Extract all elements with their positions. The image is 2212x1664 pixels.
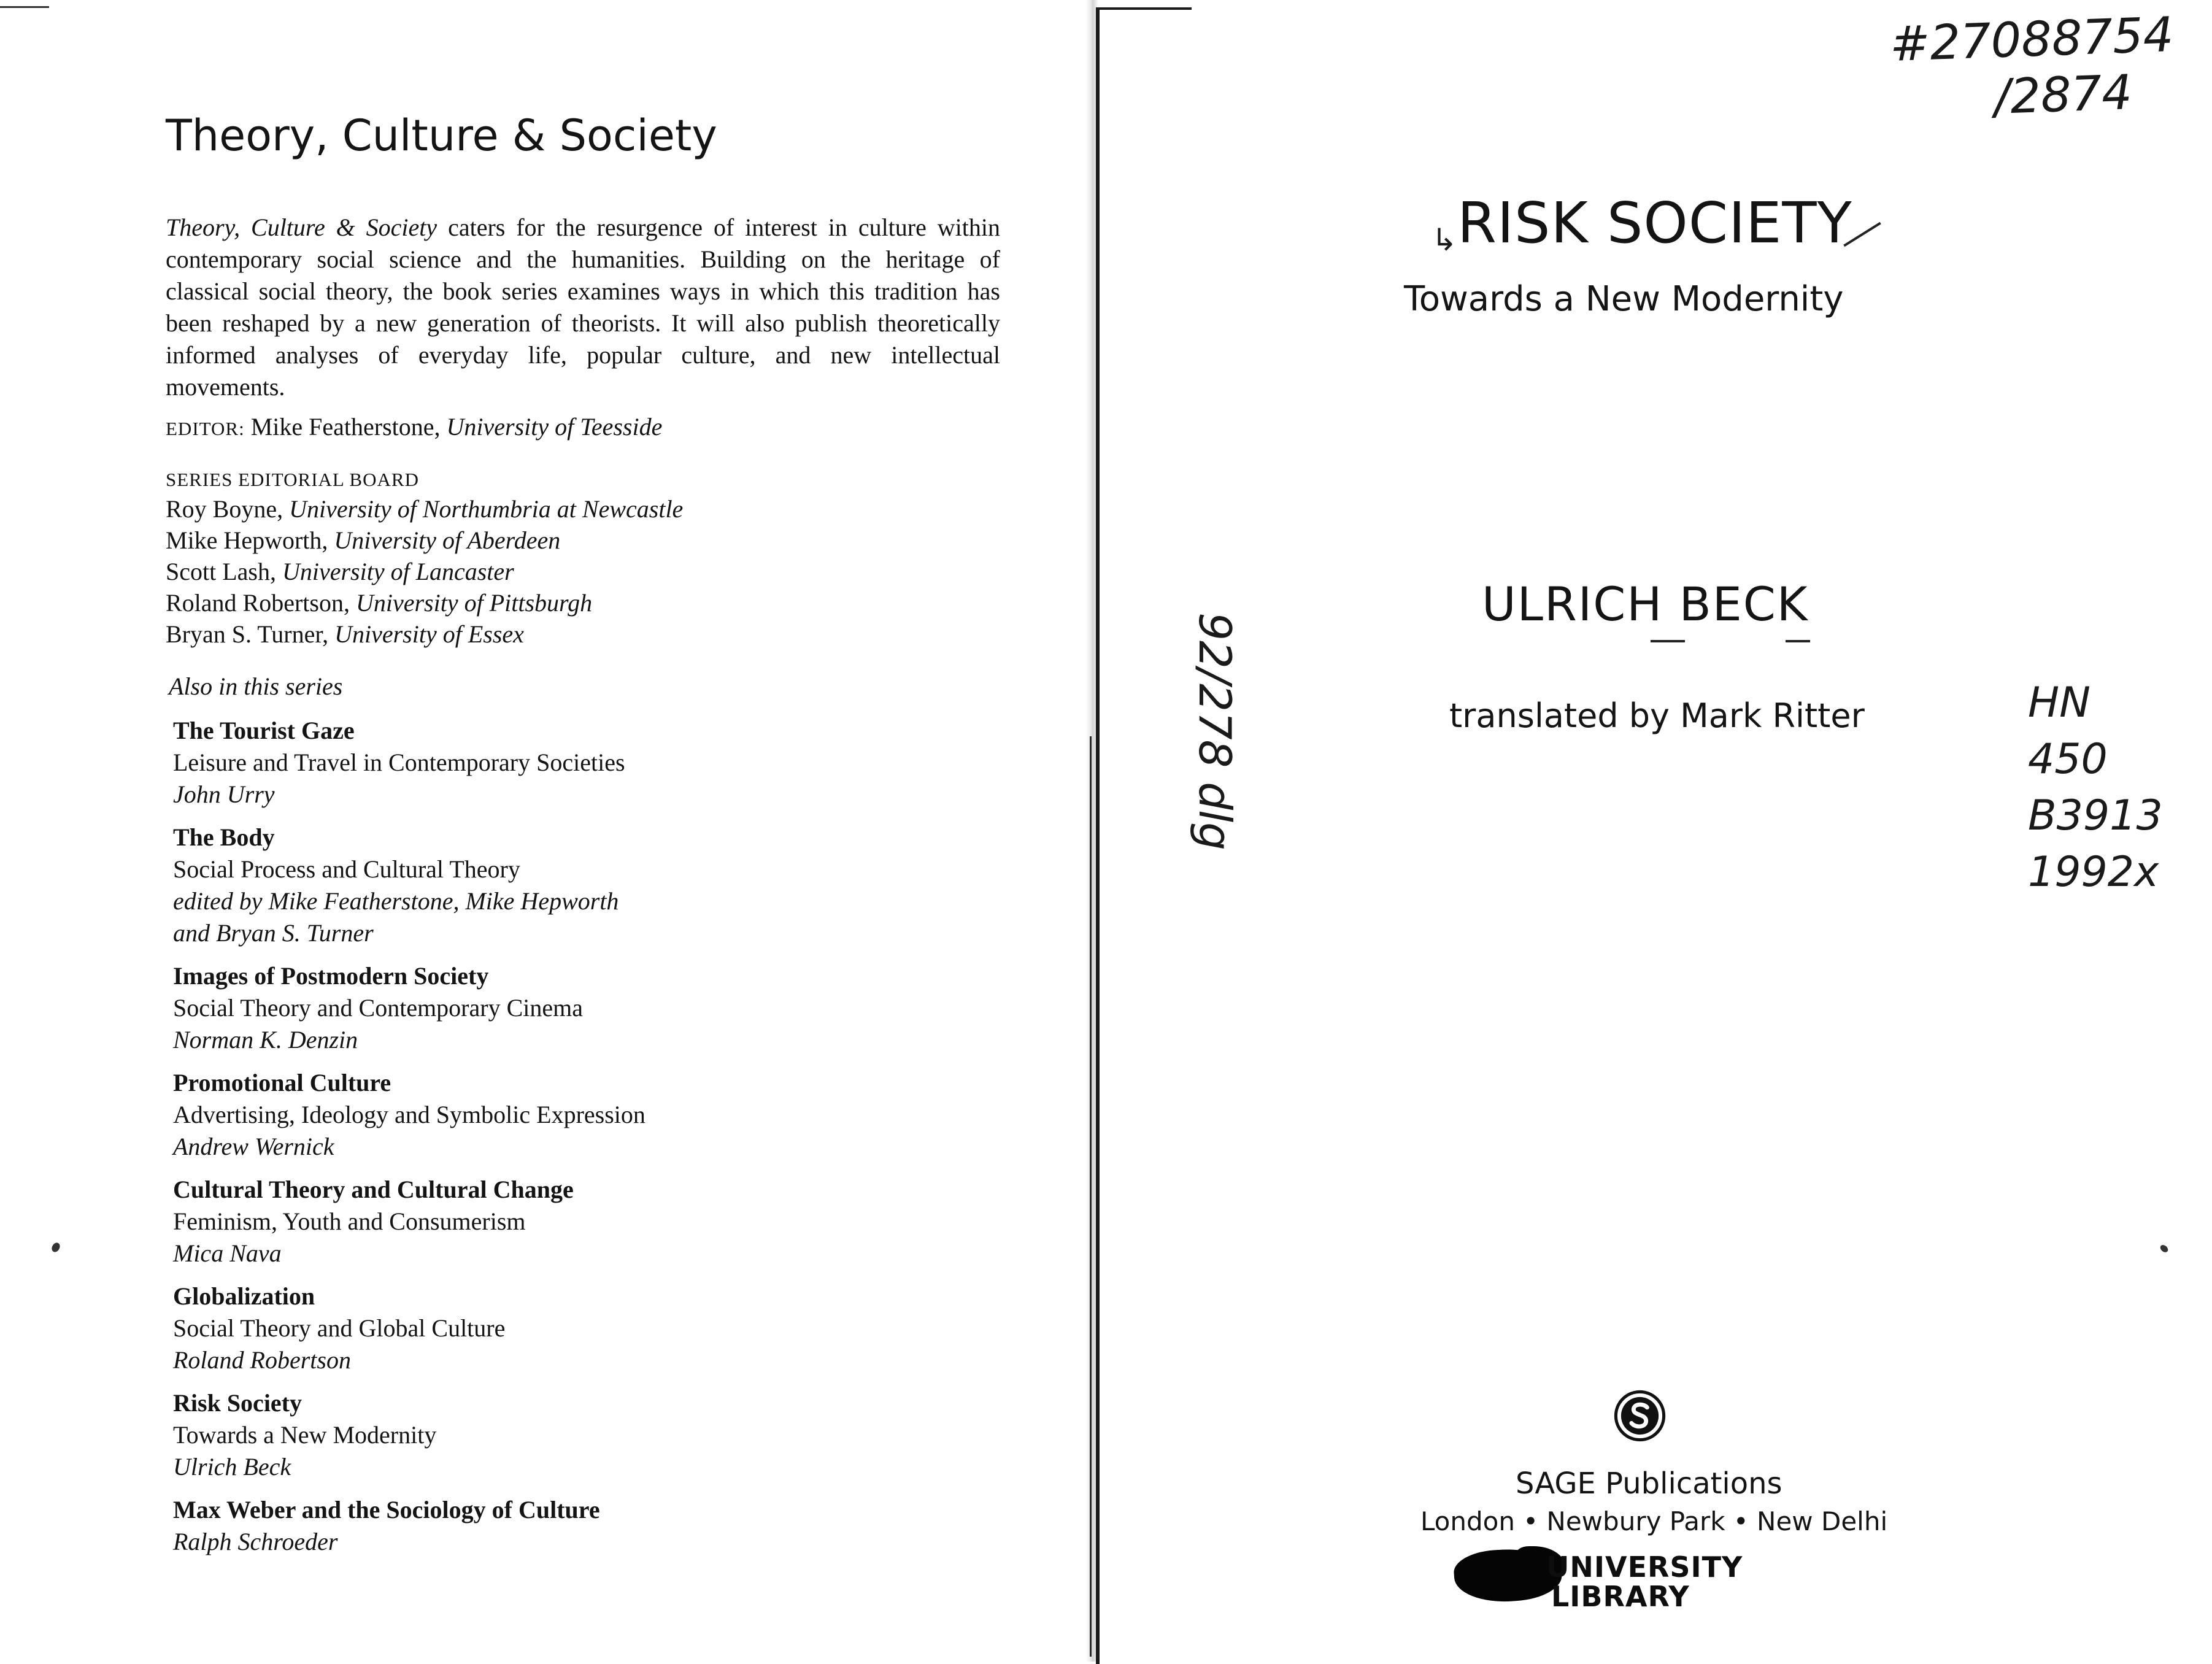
sage-logo-icon xyxy=(1614,1390,1666,1442)
book-entry xyxy=(173,1281,645,1376)
author-name: ULRICH BECK xyxy=(1482,577,1809,631)
book-author: edited by Mike Featherstone, Mike Hepworth xyxy=(173,887,619,915)
book-title: Cultural Theory and Cultural Change xyxy=(173,1176,574,1203)
book-title: Images of Postmodern Society xyxy=(173,962,489,990)
call-number-line: B3913 xyxy=(2028,792,2163,840)
book-subtitle: Feminism, Youth and Consumerism xyxy=(173,1208,526,1235)
book-entry xyxy=(173,960,645,1056)
speck-mark xyxy=(50,1241,61,1254)
member-name: Mike Hepworth, xyxy=(166,526,334,554)
book-author-continued: and Bryan S. Turner xyxy=(173,919,374,947)
handwritten-bracket-mark: ↳ xyxy=(1432,222,1457,258)
spine-line-inner xyxy=(1090,736,1092,1657)
publisher-cities: London • Newbury Park • New Delhi xyxy=(1420,1506,1888,1536)
handwritten-accession-number: #27088754 xyxy=(1889,7,2175,73)
book-author: Norman K. Denzin xyxy=(173,1026,358,1053)
handwritten-vertical-note: 92/278 dlg xyxy=(1189,612,1241,850)
series-book-list xyxy=(173,715,645,1569)
member-affiliation: University of Pittsburgh xyxy=(355,589,593,617)
book-title: Risk Society xyxy=(173,1389,302,1417)
book-author: Andrew Wernick xyxy=(173,1133,334,1160)
member-affiliation: University of Northumbria at Newcastle xyxy=(289,495,684,523)
spine-line xyxy=(1096,7,1100,1664)
publisher-name: SAGE Publications xyxy=(1516,1466,1782,1501)
stamp-line: UNIVERSITY xyxy=(1546,1550,1743,1584)
speck-mark xyxy=(2159,1244,2169,1254)
board-member xyxy=(166,587,683,618)
editor-line xyxy=(166,412,662,441)
left-page xyxy=(0,0,1086,1662)
translator-credit: translated by Mark Ritter xyxy=(1449,696,1865,735)
series-name: Theory, Culture & Society xyxy=(166,214,437,241)
book-author: Ralph Schroeder xyxy=(173,1528,338,1555)
call-number-line: 1992x xyxy=(2028,848,2159,896)
book-entry xyxy=(173,822,645,949)
book-subtitle: Advertising, Ideology and Symbolic Expression xyxy=(173,1101,645,1128)
book-entry xyxy=(173,1067,645,1163)
call-number-line: 450 xyxy=(2028,735,2108,784)
series-description xyxy=(166,212,1000,403)
member-affiliation: University of Essex xyxy=(334,620,524,648)
board-member xyxy=(166,525,683,556)
book-title: Max Weber and the Sociology of Culture xyxy=(173,1496,600,1523)
book-author: Ulrich Beck xyxy=(173,1453,291,1481)
book-author: John Urry xyxy=(173,780,275,808)
top-rule xyxy=(1100,7,1192,10)
book-title: RISK SOCIETY xyxy=(1457,190,1852,256)
book-title: Promotional Culture xyxy=(173,1069,391,1096)
book-author: Roland Robertson xyxy=(173,1346,351,1374)
book-subtitle: Towards a New Modernity xyxy=(1404,279,1844,319)
board-label: SERIES EDITORIAL BOARD xyxy=(166,469,419,490)
book-subtitle: Towards a New Modernity xyxy=(173,1421,437,1449)
handwritten-accession-suffix: /2874 xyxy=(1993,65,2133,125)
book-entry xyxy=(173,1387,645,1483)
book-subtitle: Leisure and Travel in Contemporary Societies xyxy=(173,749,625,776)
member-name: Roy Boyne, xyxy=(166,495,290,523)
call-number-line: HN xyxy=(2028,679,2091,727)
editor-name: Mike Featherstone, xyxy=(244,413,447,441)
editor-label: EDITOR: xyxy=(166,418,245,439)
handwritten-call-number xyxy=(2028,675,2163,901)
handwritten-underline xyxy=(1651,640,1685,642)
editorial-board xyxy=(166,466,683,650)
book-entry xyxy=(173,1494,645,1558)
member-name: Roland Robertson, xyxy=(166,589,356,617)
board-member xyxy=(166,493,683,525)
member-name: Bryan S. Turner, xyxy=(166,620,335,648)
stamp-text xyxy=(1546,1552,1743,1611)
book-subtitle: Social Theory and Global Culture xyxy=(173,1314,506,1342)
member-name: Scott Lash, xyxy=(166,558,282,585)
book-title: The Body xyxy=(173,823,275,851)
member-affiliation: University of Aberdeen xyxy=(334,526,561,554)
book-subtitle: Social Theory and Contemporary Cinema xyxy=(173,994,583,1022)
series-title: Theory, Culture & Society xyxy=(166,110,717,161)
stamp-line: LIBRARY xyxy=(1551,1580,1690,1613)
handwritten-underline xyxy=(1786,640,1810,642)
board-member xyxy=(166,618,683,650)
also-in-series-label: Also in this series xyxy=(169,672,343,700)
editor-affiliation: University of Teesside xyxy=(446,413,663,441)
book-entry xyxy=(173,715,645,811)
book-subtitle: Social Process and Cultural Theory xyxy=(173,855,520,883)
book-entry xyxy=(173,1174,645,1269)
series-description-text: caters for the resurgence of interest in culture within contemporary social science and the humanities. Building on the heritage of classical social theory, the book series examines ways in which this tradition has been reshaped by a new generation of theorists. It will also publish theoretically informed analyses of everyday life, popular culture, and new intellectual movements. xyxy=(166,214,1000,401)
member-affiliation: University of Lancaster xyxy=(282,558,514,585)
book-title: Globalization xyxy=(173,1282,315,1310)
board-member xyxy=(166,556,683,587)
book-author: Mica Nava xyxy=(173,1239,282,1267)
library-stamp xyxy=(1454,1546,1761,1638)
book-title: The Tourist Gaze xyxy=(173,717,355,744)
